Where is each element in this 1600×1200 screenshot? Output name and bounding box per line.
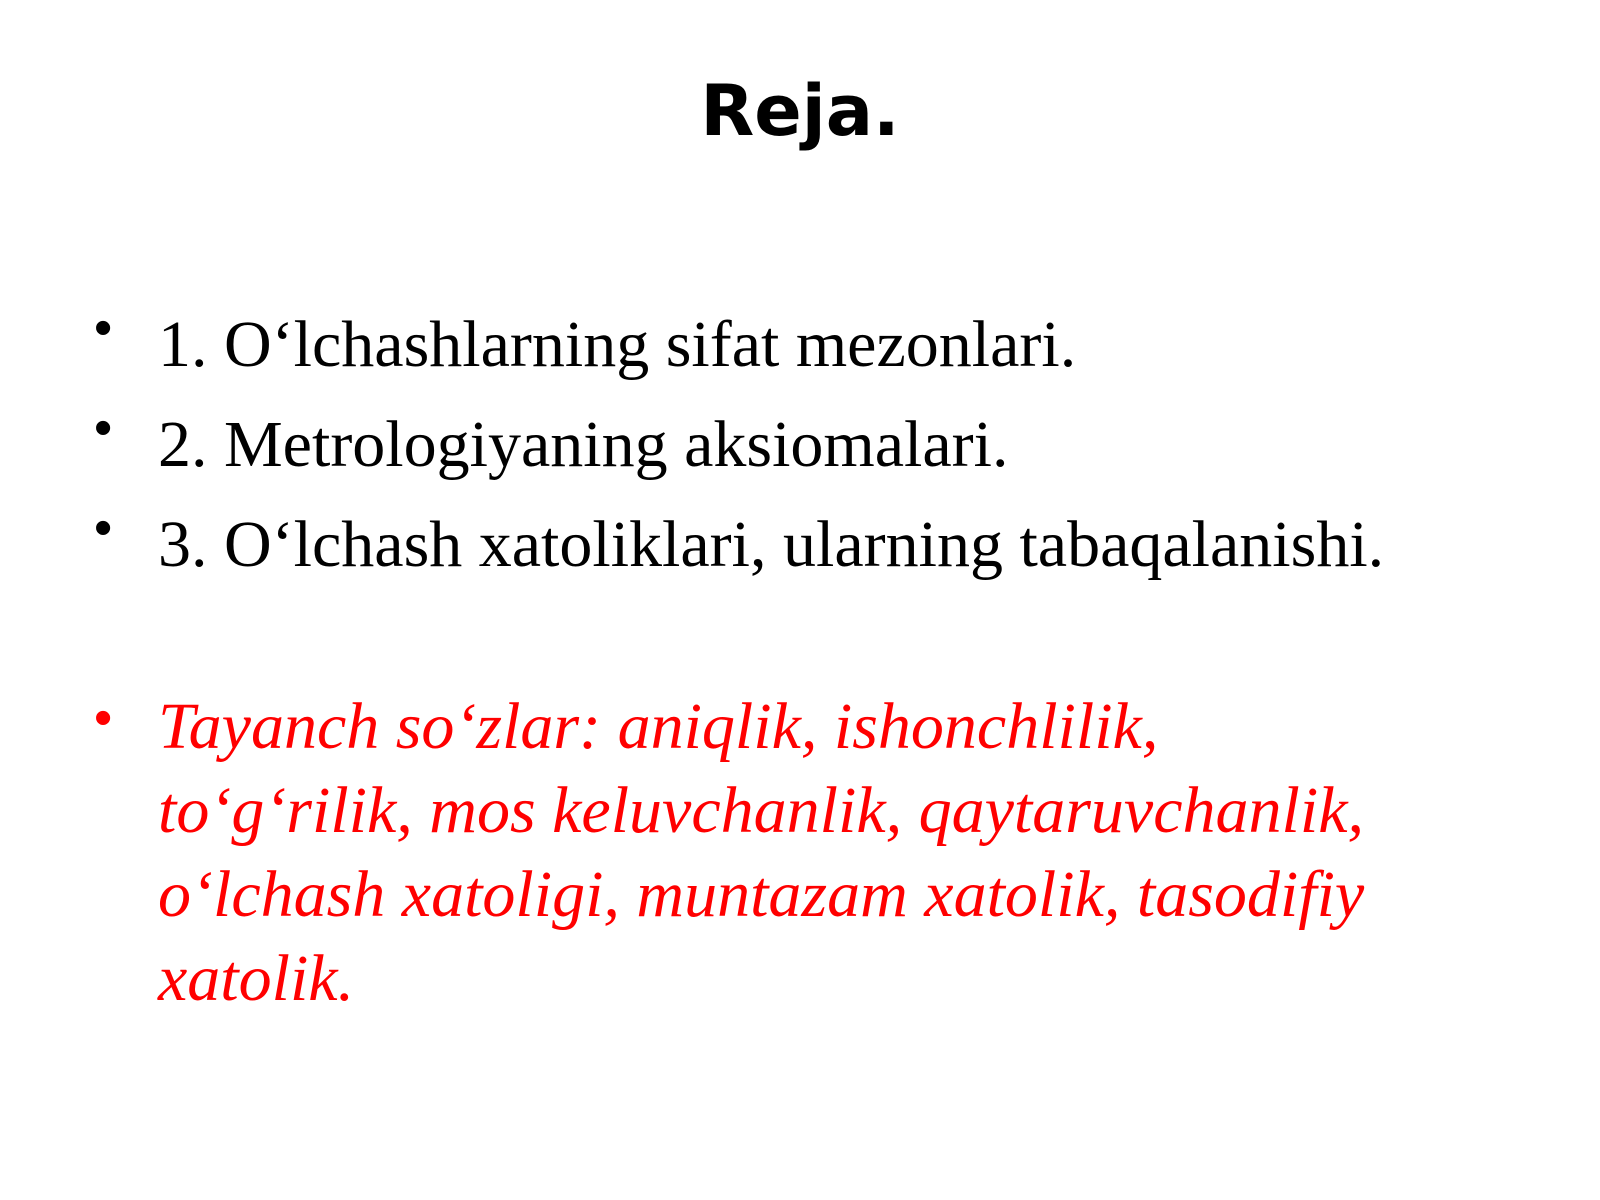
keywords-line: to‘g‘rilik, mos keluvchanlik, qaytaruvchanlik, — [158, 774, 1364, 847]
plan-item-text: 1. O‘lchashlarning sifat mezonlari. — [158, 308, 1077, 381]
bullet-icon: • — [94, 399, 113, 457]
keywords-line: xatolik. — [158, 942, 355, 1015]
bullet-icon: • — [94, 499, 113, 557]
slide-title: Reja. — [700, 70, 900, 152]
plan-item-1 — [90, 295, 1570, 395]
plan-list — [90, 295, 1570, 595]
keywords-paragraph — [90, 685, 1558, 1021]
plan-item-text: 2. Metrologiyaning aksiomalari. — [158, 408, 1009, 481]
plan-item-3 — [90, 495, 1570, 595]
plan-item-text: 3. O‘lchash xatoliklari, ularning tabaqalanishi. — [158, 508, 1385, 581]
keywords-line: o‘lchash xatoligi, muntazam xatolik, tasodifiy — [158, 858, 1365, 931]
bullet-icon: • — [94, 299, 113, 357]
plan-item-2 — [90, 395, 1570, 495]
bullet-icon: • — [94, 689, 113, 747]
keywords-line: Tayanch so‘zlar: aniqlik, ishonchlilik, — [158, 690, 1159, 763]
